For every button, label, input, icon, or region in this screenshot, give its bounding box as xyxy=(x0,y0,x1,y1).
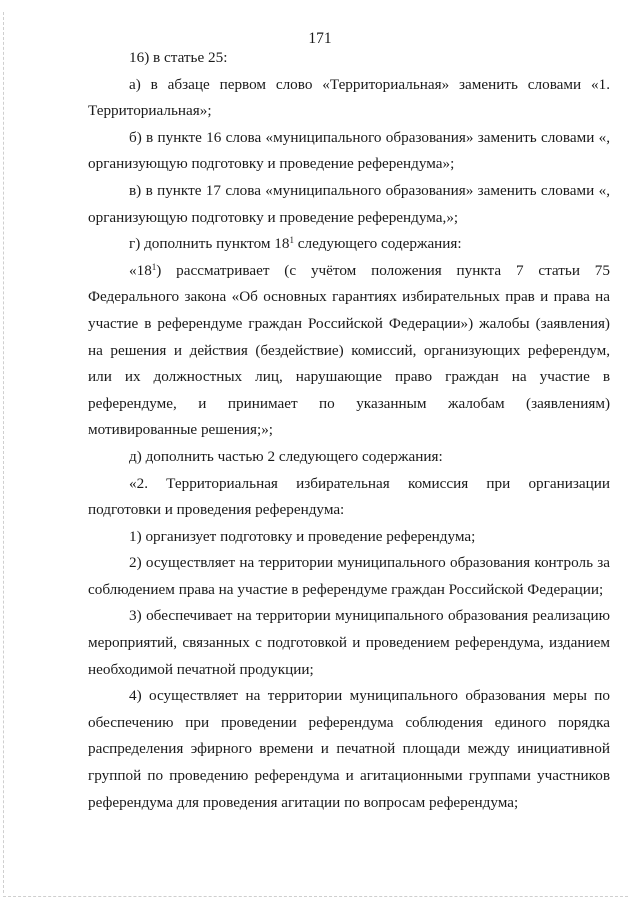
superscript: 1 xyxy=(151,261,157,272)
scan-border-left xyxy=(3,12,4,893)
paragraph-point-1: 1) организует подготовку и проведение референдума; xyxy=(129,527,476,545)
paragraph-point-4: 4) осуществляет на территории муниципального образования меры по обеспечению при проведении референдума соблюдения единого порядка распределения эфирного времени и печатной площади между инициативной группой по проведению референдума и агитационными группами участников референдума для проведения агитации по вопросам референдума; xyxy=(88,687,610,811)
paragraph-subitem-a: а) в абзаце первом слово «Территориальная» заменить словами «1. Территориальная»; xyxy=(88,75,610,120)
paragraph-quoted-point-18-1 xyxy=(88,258,610,444)
paragraph-text: г) дополнить пунктом 18 xyxy=(129,235,290,253)
paragraph-part-2: «2. Территориальная избирательная комиссия при организации подготовки и проведения референдума: xyxy=(88,474,610,519)
paragraph-text: «18 xyxy=(129,261,152,279)
paragraph-item-16: 16) в статье 25: xyxy=(129,49,228,66)
paragraph-subitem-v: в) в пункте 17 слова «муниципального образования» заменить словами «, организующую подготовку и проведение референдума,»; xyxy=(88,181,610,226)
document-body xyxy=(88,45,610,816)
paragraph-point-3: 3) обеспечивает на территории муниципального образования реализацию мероприятий, связанных с подготовкой и проведением референдума, изданием необходимой печатной продукции; xyxy=(88,607,610,678)
paragraph-subitem-b: б) в пункте 16 слова «муниципального образования» заменить словами «, организующую подготовку и проведение референдума»; xyxy=(88,128,610,173)
paragraph-subitem-g xyxy=(88,231,610,258)
paragraph-point-2: 2) осуществляет на территории муниципального образования контроль за соблюдением права на участие в референдуме граждан Российской Федерации; xyxy=(88,554,610,598)
paragraph-subitem-d: д) дополнить частью 2 следующего содержания: xyxy=(129,447,443,465)
paragraph-text: ) рассматривает (с учётом положения пункта 7 статьи 75 Федерального закона «Об основных гарантиях избирательных прав и права на участие в референдуме граждан Российской Федерации») жалобы (заявления) на решения и действия (бездействие) комиссий, организующих референдум, или их должностных лиц, нарушающие право граждан на участие в референдуме, и принимает по указанным жалобам (заявлениям) мотивированные решения;»; xyxy=(88,261,610,439)
scan-border-bottom xyxy=(3,896,628,897)
superscript: 1 xyxy=(289,235,294,246)
paragraph-text: следующего содержания: xyxy=(293,235,462,253)
page-number: 171 xyxy=(308,30,332,47)
